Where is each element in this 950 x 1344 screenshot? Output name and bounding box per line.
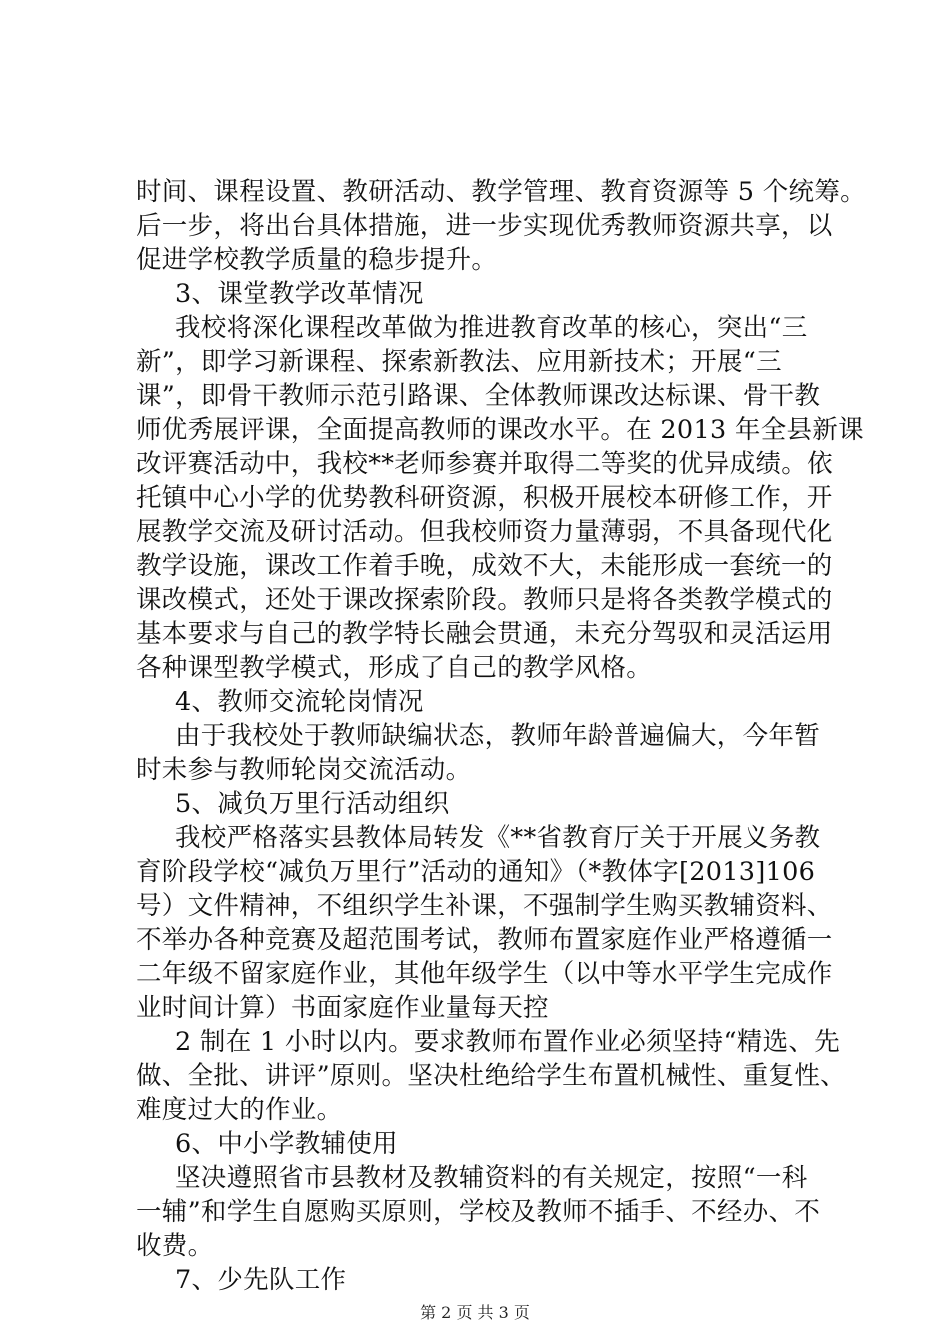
body-line: 2 制在 1 小时以内。要求教师布置作业必须坚持“精选、先: [175, 1027, 841, 1057]
body-line: 托镇中心小学的优势教科研资源，积极开展校本研修工作，开: [136, 483, 833, 513]
body-line: 展教学交流及研讨活动。但我校师资力量薄弱，不具备现代化: [136, 517, 833, 547]
body-line: 由于我校处于教师缺编状态，教师年龄普遍偏大，今年暂: [175, 721, 821, 751]
body-line: 业时间计算）书面家庭作业量每天控: [136, 993, 549, 1023]
body-line: 师优秀展评课，全面提高教师的课改水平。在 2013 年全县新课: [136, 415, 864, 445]
body-line: 难度过大的作业。: [136, 1095, 343, 1125]
body-line: 后一步，将出台具体措施，进一步实现优秀教师资源共享，以: [136, 211, 833, 241]
body-line: 一辅”和学生自愿购买原则，学校及教师不插手、不经办、不: [136, 1197, 821, 1227]
body-line: 促进学校教学质量的稳步提升。: [136, 245, 498, 275]
body-line: 做、全批、讲评”原则。坚决杜绝给学生布置机械性、重复性、: [136, 1061, 846, 1091]
body-line: 时间、课程设置、教研活动、教学管理、教育资源等 5 个统筹。: [136, 177, 866, 207]
section-heading-3: 3、课堂教学改革情况: [175, 279, 424, 309]
body-line: 我校严格落实县教体局转发《**省教育厅关于开展义务教: [175, 823, 821, 853]
body-line: 改评赛活动中，我校**老师参赛并取得二等奖的优异成绩。依: [136, 449, 833, 479]
page-footer: 第 2 页 共 3 页: [420, 1303, 530, 1322]
section-heading-4: 4、教师交流轮岗情况: [175, 687, 424, 717]
body-line: 二年级不留家庭作业，其他年级学生（以中等水平学生完成作: [136, 959, 833, 989]
body-line: 新”，即学习新课程、探索新教法、应用新技术；开展“三: [136, 347, 782, 377]
body-line: 号）文件精神，不组织学生补课，不强制学生购买教辅资料、: [136, 891, 833, 921]
body-line: 课”，即骨干教师示范引路课、全体教师课改达标课、骨干教: [136, 381, 821, 411]
section-heading-5: 5、减负万里行活动组织: [175, 789, 450, 819]
body-line: 我校将深化课程改革做为推进教育改革的核心，突出“三: [175, 313, 808, 343]
body-line: 收费。: [136, 1231, 214, 1261]
body-line: 基本要求与自己的教学特长融会贯通，未充分驾驭和灵活运用: [136, 619, 833, 649]
body-line: 课改模式，还处于课改探索阶段。教师只是将各类教学模式的: [136, 585, 833, 615]
body-line: 不举办各种竞赛及超范围考试，教师布置家庭作业严格遵循一: [136, 925, 833, 955]
section-heading-7: 7、少先队工作: [175, 1265, 347, 1295]
section-heading-6: 6、中小学教辅使用: [175, 1129, 398, 1159]
body-line: 育阶段学校“减负万里行”活动的通知》（*教体字[2013]106: [136, 857, 816, 887]
body-line: 时未参与教师轮岗交流活动。: [136, 755, 472, 785]
body-line: 各种课型教学模式，形成了自己的教学风格。: [136, 653, 653, 683]
body-line: 坚决遵照省市县教材及教辅资料的有关规定，按照“一科: [175, 1163, 808, 1193]
body-line: 教学设施，课改工作着手晚，成效不大，未能形成一套统一的: [136, 551, 833, 581]
